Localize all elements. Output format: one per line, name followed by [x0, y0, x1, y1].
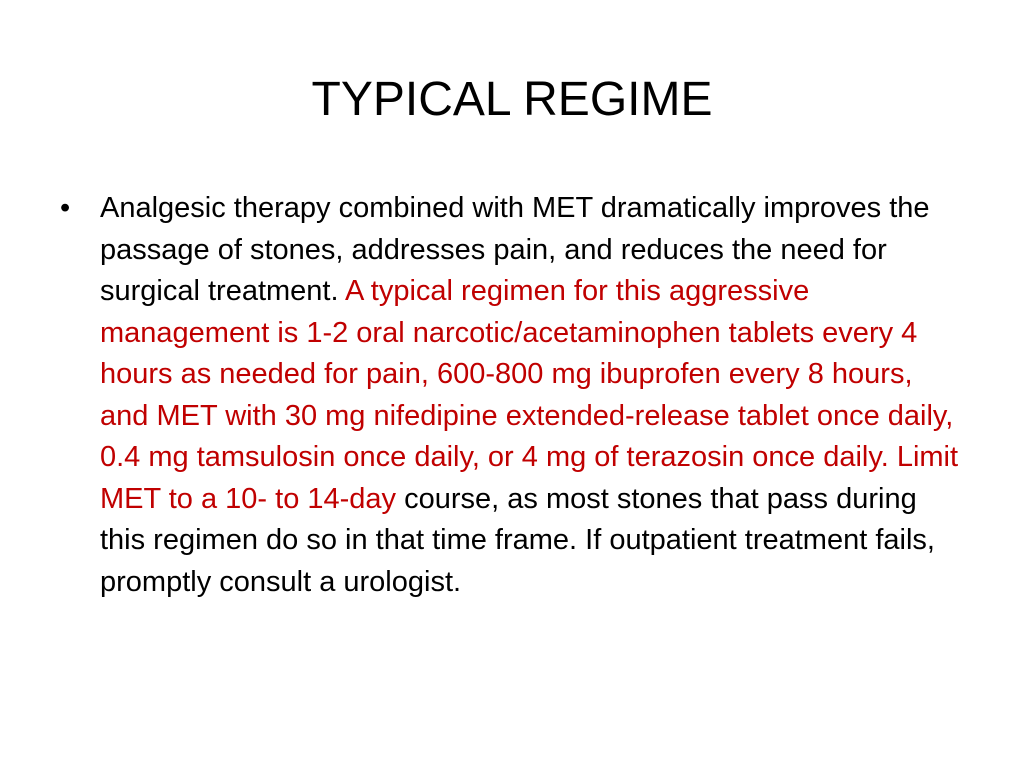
bullet-list	[60, 188, 965, 603]
bullet-item	[60, 188, 965, 603]
bullet-text-highlight: A typical regimen for this aggressive management is 1-2 oral narcotic/acetaminophen tablets every 4 hours as needed for pain, 600-800 mg ibuprofen every 8 hours, and MET with 30 mg nifedipine extended-release tablet once daily, 0.4 mg tamsulosin once daily, or 4 mg of terazosin once daily. Limit MET to a 10- to 14-day	[100, 275, 959, 515]
bullet-text-conclusion: course, as most stones that pass during this regimen do so in that time frame. If outpatient treatment fails, promptly consult a urologist.	[100, 482, 935, 598]
bullet-dot-icon: •	[60, 192, 71, 224]
bullet-text-intro: Analgesic therapy combined with MET dramatically improves the passage of stones, addresses pain, and reduces the need for surgical treatment.	[100, 192, 930, 307]
slide-title: TYPICAL REGIME	[311, 73, 713, 126]
